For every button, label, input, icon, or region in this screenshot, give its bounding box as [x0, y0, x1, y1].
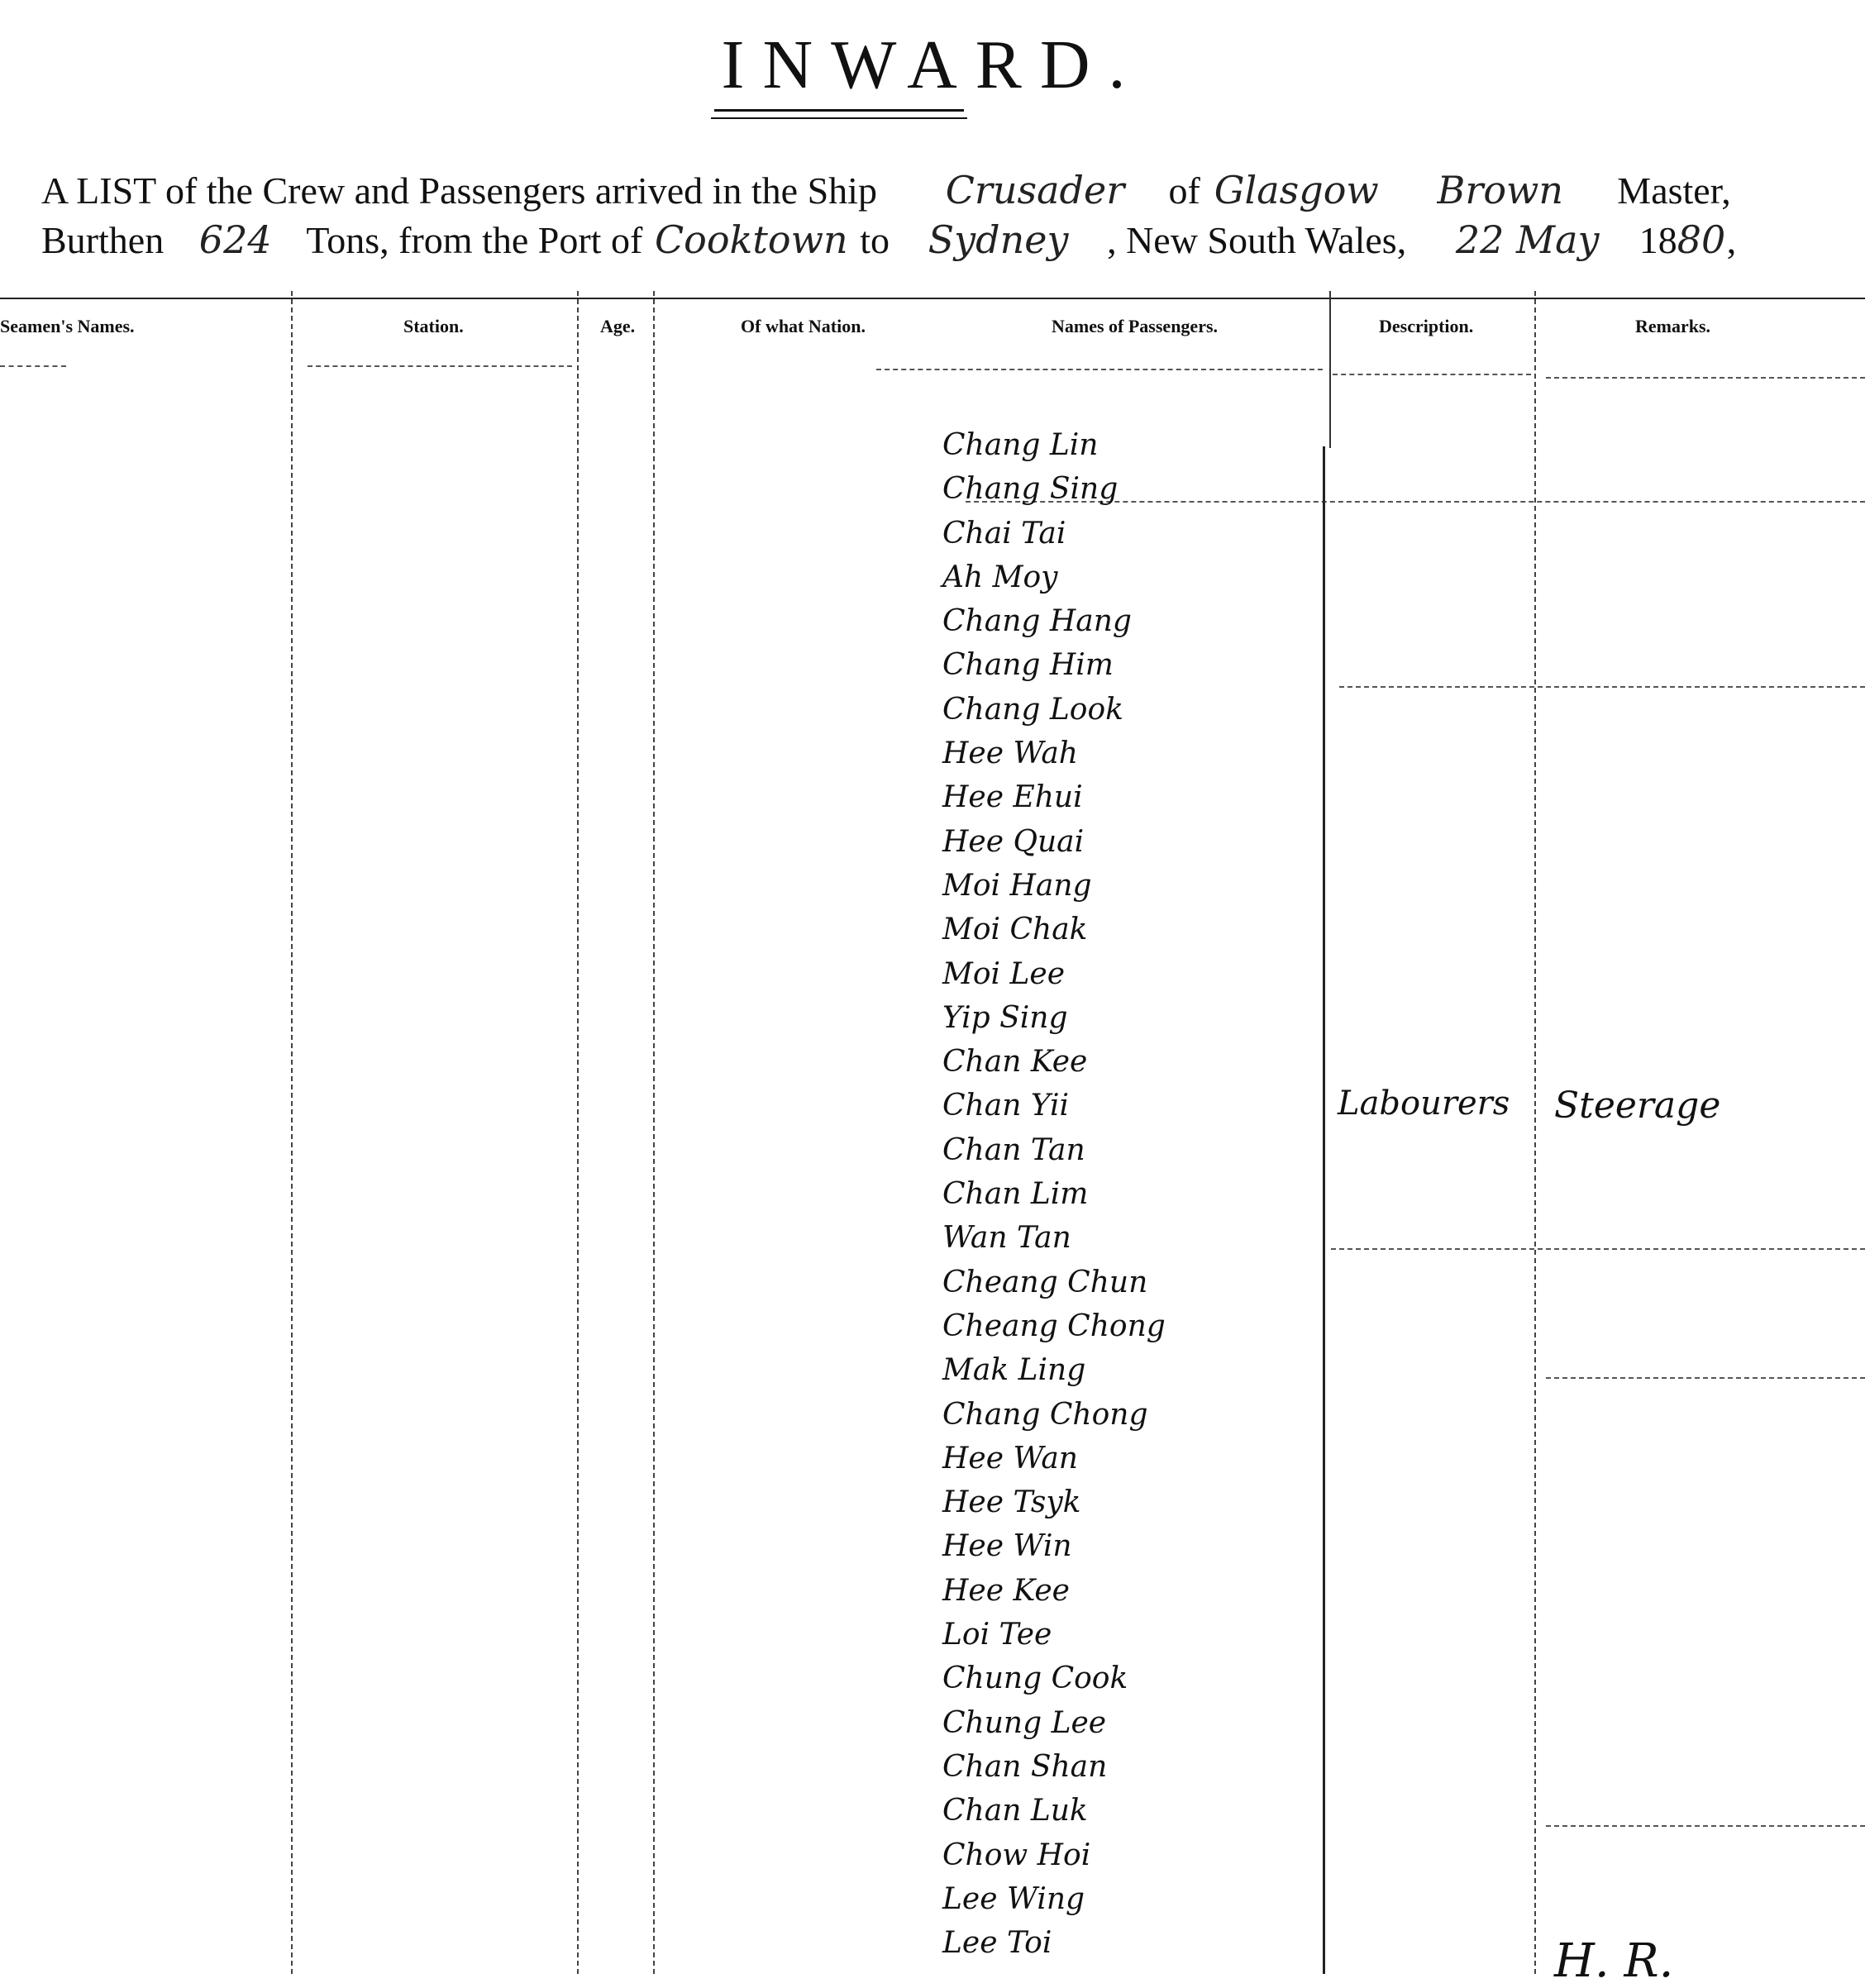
- remarks-value: Steerage: [1554, 1085, 1721, 1127]
- dash-mark: [1546, 377, 1865, 379]
- title-underline: [714, 109, 964, 112]
- column-divider: [1534, 291, 1536, 1974]
- column-divider: [291, 291, 293, 1974]
- intro-line-1: [41, 165, 1731, 216]
- passenger-name: Chang Sing: [942, 472, 1119, 507]
- passenger-name: Chung Lee: [942, 1705, 1107, 1740]
- from-port: Cooktown: [654, 217, 848, 262]
- passenger-name: Hee Win: [942, 1529, 1072, 1564]
- passenger-name: Chang Lin: [942, 428, 1099, 462]
- passenger-name: Chan Shan: [942, 1749, 1108, 1784]
- passenger-name: Hee Tsyk: [942, 1485, 1081, 1520]
- intro-line-2: [41, 215, 1736, 265]
- to-port: Sydney: [928, 217, 1069, 262]
- year-suffix: 80: [1677, 217, 1726, 262]
- master-name: Brown: [1437, 168, 1564, 212]
- passenger-name: Chung Cook: [942, 1661, 1128, 1696]
- passenger-name: Mak Ling: [942, 1353, 1086, 1388]
- col-nation: Of what Nation.: [741, 316, 866, 336]
- intro-master: Master,: [1617, 169, 1731, 212]
- passenger-name: Moi Hang: [942, 868, 1092, 903]
- passenger-name: Hee Quai: [942, 824, 1085, 859]
- intro-to: to: [860, 219, 890, 261]
- intro-of: of: [1168, 169, 1200, 212]
- passenger-name: Chan Kee: [942, 1045, 1088, 1080]
- col-remarks: Remarks.: [1635, 316, 1711, 336]
- column-divider: [653, 291, 655, 1974]
- header-rule: [0, 298, 1865, 299]
- passenger-name: Cheang Chong: [942, 1309, 1166, 1343]
- ship-name: Crusader: [945, 168, 1125, 212]
- column-divider: [1329, 291, 1331, 448]
- passenger-name: Yip Sing: [942, 1000, 1068, 1035]
- passenger-name: Chan Luk: [942, 1794, 1088, 1828]
- intro-a-list: A LIST of the Crew and Passengers arrived in the Ship: [41, 169, 877, 212]
- passenger-name: Hee Kee: [942, 1573, 1070, 1608]
- passenger-name: Hee Wan: [942, 1441, 1078, 1476]
- dash-mark: [1546, 1377, 1865, 1379]
- col-seamen-names: Seamen's Names.: [0, 316, 135, 336]
- dash-mark: [0, 365, 66, 367]
- dash-mark: [308, 365, 572, 367]
- port-of-registry: Glasgow: [1214, 168, 1379, 212]
- passenger-name: Chow Hoi: [942, 1838, 1091, 1872]
- passenger-name: Chang Him: [942, 648, 1114, 683]
- dash-mark: [1339, 686, 1865, 688]
- passenger-name: Chang Hang: [942, 604, 1132, 639]
- description-bracket: [1323, 446, 1325, 1974]
- title-underline-double: [711, 117, 967, 119]
- passenger-name: Cheang Chun: [942, 1265, 1148, 1299]
- intro-burthen: Burthen: [41, 219, 165, 261]
- col-passenger-names: Names of Passengers.: [1052, 316, 1219, 336]
- col-age: Age.: [600, 316, 636, 336]
- document-title: INWARD.: [721, 26, 1144, 103]
- burthen-tons: 624: [198, 217, 272, 262]
- passenger-name: Lee Toi: [942, 1926, 1052, 1961]
- column-divider: [577, 291, 579, 1974]
- passenger-name: Chang Chong: [942, 1397, 1148, 1432]
- col-description: Description.: [1379, 316, 1474, 336]
- intro-tons-from: Tons, from the Port of: [306, 219, 643, 261]
- passenger-name: Hee Wah: [942, 737, 1078, 771]
- passenger-name: Chai Tai: [942, 516, 1066, 551]
- dash-mark: [1333, 374, 1531, 375]
- passenger-name: Lee Wing: [942, 1881, 1085, 1916]
- year-prefix: 18: [1638, 219, 1677, 261]
- passenger-name: Ah Moy: [942, 560, 1058, 594]
- passenger-name: Chan Tan: [942, 1132, 1085, 1167]
- dash-mark: [1546, 1825, 1865, 1827]
- passenger-name: Moi Chak: [942, 913, 1088, 947]
- description-value: Labourers: [1338, 1085, 1510, 1123]
- col-station: Station.: [403, 316, 464, 336]
- trailing-comma: ,: [1726, 219, 1737, 261]
- arrival-date: 22 May: [1455, 217, 1600, 262]
- passenger-name: Chang Look: [942, 692, 1123, 727]
- passenger-list: [942, 423, 1166, 1965]
- passenger-name: Chan Lim: [942, 1177, 1089, 1212]
- dash-mark: [876, 369, 1323, 370]
- passenger-name: Wan Tan: [942, 1221, 1071, 1256]
- dash-mark: [1331, 1248, 1865, 1250]
- passenger-name: Hee Ehui: [942, 780, 1083, 815]
- intro-nsw: , New South Wales,: [1107, 219, 1407, 261]
- passenger-name: Chan Yii: [942, 1089, 1069, 1123]
- signature: H. R.: [1554, 1934, 1674, 1988]
- passenger-name: Loi Tee: [942, 1618, 1052, 1652]
- passenger-name: Moi Lee: [942, 956, 1066, 991]
